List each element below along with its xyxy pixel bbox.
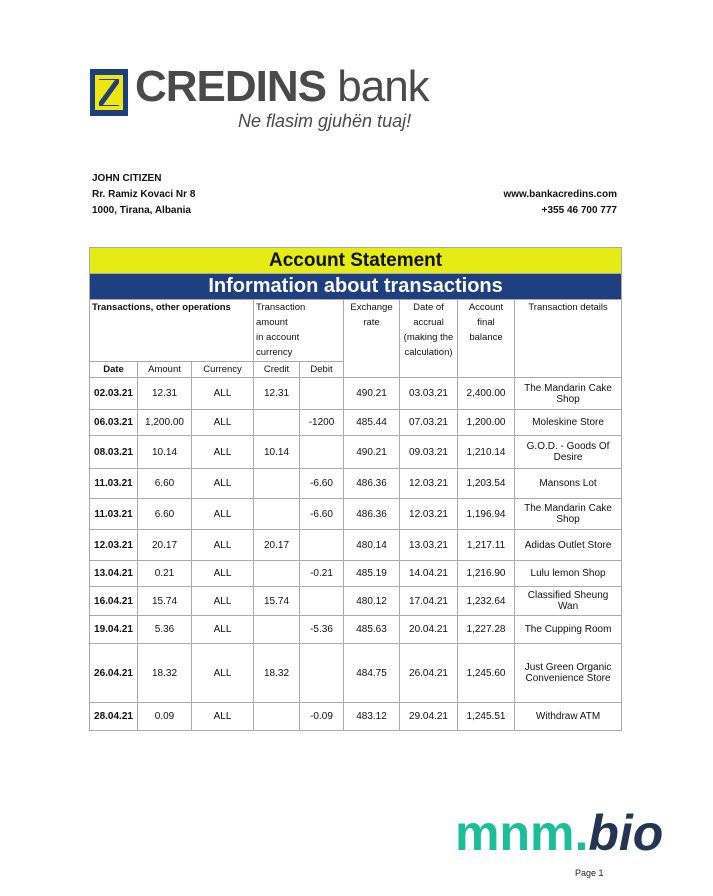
table-row [90, 561, 622, 587]
cell-balance: 1,216.90 [458, 561, 515, 587]
cell-debit [300, 644, 344, 703]
table-row [90, 703, 622, 731]
header-details: Transaction details [515, 300, 622, 378]
cell-debit: -0.09 [300, 703, 344, 731]
cell-accrual: 20.04.21 [400, 616, 458, 644]
cell-accrual: 29.04.21 [400, 703, 458, 731]
cell-currency: ALL [192, 587, 254, 616]
cell-date: 12.03.21 [90, 530, 138, 561]
cell-debit [300, 587, 344, 616]
cell-credit: 10.14 [254, 436, 300, 469]
cell-details: The Mandarin Cake Shop [515, 378, 622, 410]
cell-credit: 18.32 [254, 644, 300, 703]
cell-debit: -6.60 [300, 499, 344, 530]
cell-currency: ALL [192, 530, 254, 561]
cell-accrual: 12.03.21 [400, 469, 458, 499]
cell-balance: 1,196.94 [458, 499, 515, 530]
cell-balance: 1,227.28 [458, 616, 515, 644]
cell-amount: 18.32 [138, 644, 192, 703]
table-row [90, 587, 622, 616]
cell-debit [300, 530, 344, 561]
cell-currency: ALL [192, 561, 254, 587]
table-row [90, 616, 622, 644]
cell-credit [254, 703, 300, 731]
transactions-table [89, 247, 622, 731]
cell-date: 26.04.21 [90, 644, 138, 703]
table-row [90, 644, 622, 703]
cell-details: G.O.D. - Goods Of Desire [515, 436, 622, 469]
cell-currency: ALL [192, 703, 254, 731]
table-row [90, 410, 622, 436]
cell-date: 06.03.21 [90, 410, 138, 436]
brand-name: CREDINS [135, 62, 327, 111]
statement-subtitle: Information about transactions [90, 274, 622, 300]
cell-accrual: 03.03.21 [400, 378, 458, 410]
cell-details: Classified Sheung Wan [515, 587, 622, 616]
table-row [90, 436, 622, 469]
customer-name: JOHN CITIZEN [92, 173, 162, 184]
header-exchange-rate: Exchange rate [344, 300, 400, 378]
header-transactions: Transactions, other operations [90, 300, 254, 362]
cell-date: 19.04.21 [90, 616, 138, 644]
table-row [90, 530, 622, 561]
cell-details: Adidas Outlet Store [515, 530, 622, 561]
cell-credit: 15.74 [254, 587, 300, 616]
header-credit: Credit [254, 362, 300, 378]
cell-credit [254, 410, 300, 436]
cell-debit: -6.60 [300, 469, 344, 499]
cell-balance: 1,217.11 [458, 530, 515, 561]
cell-details: Withdraw ATM [515, 703, 622, 731]
cell-credit: 20.17 [254, 530, 300, 561]
cell-rate: 485.19 [344, 561, 400, 587]
table-row [90, 378, 622, 410]
cell-amount: 10.14 [138, 436, 192, 469]
cell-currency: ALL [192, 378, 254, 410]
cell-currency: ALL [192, 410, 254, 436]
cell-balance: 1,203.54 [458, 469, 515, 499]
cell-amount: 12.31 [138, 378, 192, 410]
cell-accrual: 09.03.21 [400, 436, 458, 469]
cell-accrual: 13.03.21 [400, 530, 458, 561]
header-amount: Amount [138, 362, 192, 378]
bank-website[interactable]: www.bankacredins.com [503, 189, 617, 200]
cell-details: The Cupping Room [515, 616, 622, 644]
cell-rate: 490.21 [344, 378, 400, 410]
cell-credit [254, 616, 300, 644]
cell-balance: 1,245.51 [458, 703, 515, 731]
cell-rate: 485.44 [344, 410, 400, 436]
cell-accrual: 17.04.21 [400, 587, 458, 616]
brand-suffix: bank [337, 62, 429, 111]
logo-mark-icon [90, 69, 128, 116]
cell-date: 16.04.21 [90, 587, 138, 616]
cell-date: 08.03.21 [90, 436, 138, 469]
cell-currency: ALL [192, 499, 254, 530]
cell-debit [300, 436, 344, 469]
watermark: mnm.bio [455, 805, 664, 861]
cell-details: Moleskine Store [515, 410, 622, 436]
cell-rate: 485.63 [344, 616, 400, 644]
header-debit: Debit [300, 362, 344, 378]
cell-amount: 20.17 [138, 530, 192, 561]
page-number: Page 1 [575, 868, 604, 878]
cell-currency: ALL [192, 469, 254, 499]
cell-amount: 15.74 [138, 587, 192, 616]
cell-date: 28.04.21 [90, 703, 138, 731]
cell-amount: 6.60 [138, 499, 192, 530]
cell-accrual: 14.04.21 [400, 561, 458, 587]
cell-amount: 1,200.00 [138, 410, 192, 436]
statement-title: Account Statement [90, 248, 622, 274]
cell-details: The Mandarin Cake Shop [515, 499, 622, 530]
cell-rate: 486.36 [344, 469, 400, 499]
cell-debit: -0.21 [300, 561, 344, 587]
cell-credit [254, 469, 300, 499]
cell-balance: 1,210.14 [458, 436, 515, 469]
table-row [90, 469, 622, 499]
tagline: Ne flasim gjuhën tuaj! [238, 111, 412, 131]
cell-currency: ALL [192, 436, 254, 469]
cell-currency: ALL [192, 616, 254, 644]
cell-rate: 484.75 [344, 644, 400, 703]
cell-debit [300, 378, 344, 410]
header-currency: Currency [192, 362, 254, 378]
cell-rate: 483.12 [344, 703, 400, 731]
cell-amount: 0.21 [138, 561, 192, 587]
cell-balance: 2,400.00 [458, 378, 515, 410]
cell-balance: 1,232.64 [458, 587, 515, 616]
header-accrual-date: Date of accrual (making the calculation) [400, 300, 458, 378]
cell-currency: ALL [192, 644, 254, 703]
cell-details: Mansons Lot [515, 469, 622, 499]
cell-rate: 480.14 [344, 530, 400, 561]
customer-street: Rr. Ramiz Kovaci Nr 8 [92, 189, 196, 200]
table-row [90, 499, 622, 530]
header-transaction-amount: Transaction amount in account currency [254, 300, 344, 362]
cell-credit [254, 499, 300, 530]
cell-date: 13.04.21 [90, 561, 138, 587]
cell-amount: 6.60 [138, 469, 192, 499]
cell-accrual: 07.03.21 [400, 410, 458, 436]
cell-accrual: 12.03.21 [400, 499, 458, 530]
cell-debit: -5.36 [300, 616, 344, 644]
cell-date: 11.03.21 [90, 469, 138, 499]
cell-accrual: 26.04.21 [400, 644, 458, 703]
cell-date: 11.03.21 [90, 499, 138, 530]
bank-phone: +355 46 700 777 [541, 205, 617, 216]
cell-rate: 486.36 [344, 499, 400, 530]
cell-amount: 0.09 [138, 703, 192, 731]
cell-details: Just Green Organic Convenience Store [515, 644, 622, 703]
cell-rate: 490.21 [344, 436, 400, 469]
cell-credit: 12.31 [254, 378, 300, 410]
cell-credit [254, 561, 300, 587]
cell-details: Lulu lemon Shop [515, 561, 622, 587]
header-date: Date [90, 362, 138, 378]
customer-address [92, 171, 195, 219]
cell-amount: 5.36 [138, 616, 192, 644]
cell-rate: 480.12 [344, 587, 400, 616]
cell-balance: 1,200.00 [458, 410, 515, 436]
customer-city: 1000, Tirana, Albania [92, 205, 191, 216]
cell-date: 02.03.21 [90, 378, 138, 410]
header-final-balance: Account final balance [458, 300, 515, 378]
cell-balance: 1,245.60 [458, 644, 515, 703]
bank-contact [503, 187, 617, 219]
cell-debit: -1200 [300, 410, 344, 436]
